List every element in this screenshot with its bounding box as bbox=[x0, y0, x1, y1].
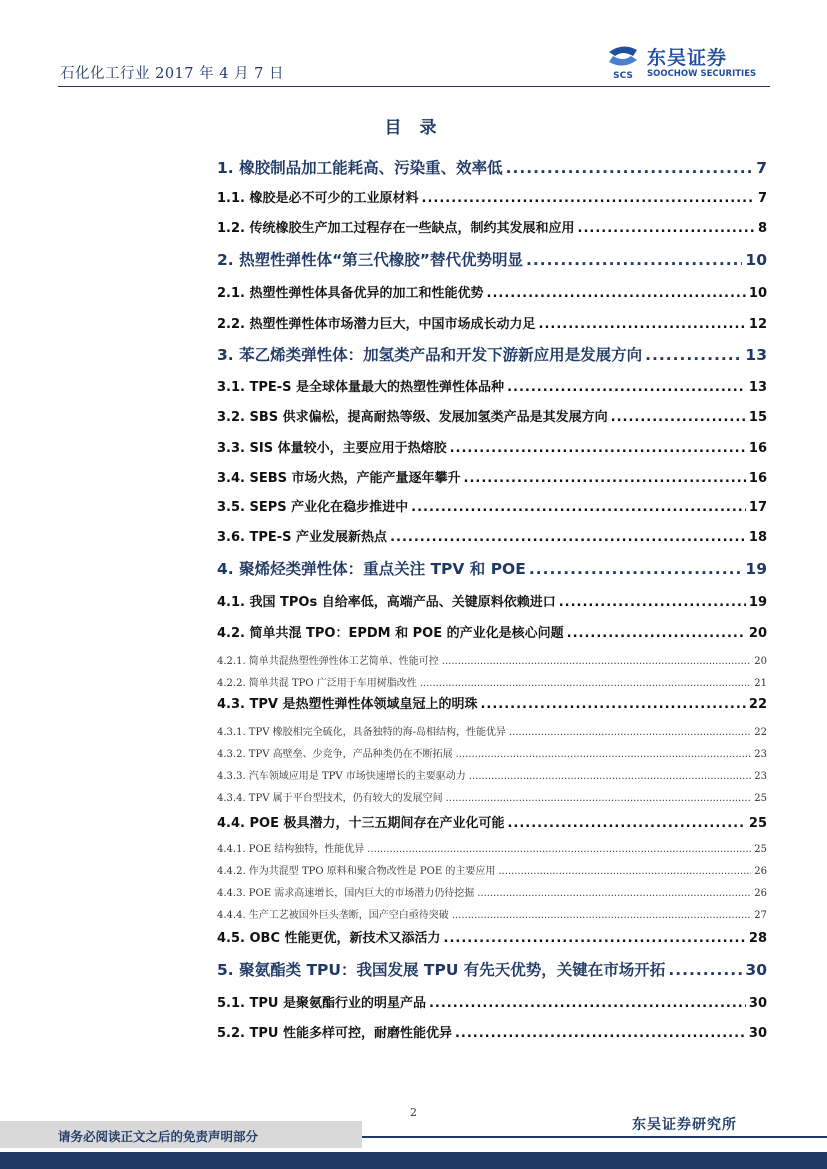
toc-entry-label: 3.3. SIS 体量较小，主要应用于热熔胶 bbox=[217, 441, 447, 456]
toc-entry-level-3[interactable] bbox=[217, 767, 767, 782]
toc-dot-leader bbox=[469, 771, 751, 782]
toc-entry-label: 3.5. SEPS 产业化在稳步推进中 bbox=[217, 500, 409, 515]
toc-entry-label: 4.4.3. POE 需求高速增长，国内巨大的市场潜力仍待挖掘 bbox=[217, 888, 475, 899]
toc-entry-label: 4.3.1. TPV 橡胶相完全硫化，具备独特的海-岛相结构，性能优异 bbox=[217, 727, 506, 738]
toc-entry-level-3[interactable] bbox=[217, 884, 767, 899]
footer-divider bbox=[362, 1136, 827, 1138]
toc-dot-leader bbox=[411, 500, 746, 515]
toc-entry-page-number: 23 bbox=[754, 771, 767, 782]
report-header: 石化化工行业 2017 年 4 月 7 日 bbox=[60, 66, 285, 82]
toc-dot-leader bbox=[390, 530, 746, 545]
toc-entry-page-number: 18 bbox=[748, 530, 767, 545]
toc-entry-label: 4.4.1. POE 结构独特，性能优异 bbox=[217, 844, 365, 855]
toc-entry-page-number: 25 bbox=[754, 793, 767, 804]
toc-entry-level-2[interactable] bbox=[217, 217, 767, 236]
toc-entry-level-2[interactable] bbox=[217, 406, 767, 425]
toc-entry-level-1[interactable] bbox=[217, 557, 767, 579]
toc-entry-level-1[interactable] bbox=[217, 958, 767, 980]
toc-dot-leader bbox=[452, 910, 751, 921]
toc-dot-leader bbox=[450, 441, 746, 456]
toc-entry-page-number: 13 bbox=[745, 346, 767, 364]
toc-entry-page-number: 30 bbox=[745, 961, 767, 979]
svg-text:SCS: SCS bbox=[613, 71, 633, 81]
toc-entry-level-2[interactable] bbox=[217, 187, 767, 206]
toc-entry-label: 4.3. TPV 是热塑性弹性体领域皇冠上的明珠 bbox=[217, 697, 478, 712]
toc-entry-page-number: 30 bbox=[748, 996, 767, 1011]
toc-dot-leader bbox=[578, 221, 755, 236]
toc-entry-page-number: 19 bbox=[748, 595, 767, 610]
toc-entry-page-number: 10 bbox=[748, 286, 767, 301]
footer-disclaimer: 请务必阅读正文之后的免责声明部分 bbox=[58, 1129, 259, 1144]
toc-entry-label: 4.5. OBC 性能更优，新技术又添活力 bbox=[217, 931, 441, 946]
footer-bar bbox=[0, 1152, 827, 1169]
toc-entry-level-1[interactable] bbox=[217, 156, 767, 178]
toc-entry-level-2[interactable] bbox=[217, 812, 767, 831]
toc-entry-level-3[interactable] bbox=[217, 652, 767, 667]
toc-dot-leader bbox=[446, 793, 752, 804]
toc-dot-leader bbox=[507, 816, 745, 831]
toc-dot-leader bbox=[487, 286, 746, 301]
toc-entry-label: 1. 橡胶制品加工能耗高、污染重、效率低 bbox=[217, 159, 503, 177]
page-number: 2 bbox=[410, 1106, 417, 1119]
toc-entry-label: 4.2. 简单共混 TPO：EPDM 和 POE 的产业化是核心问题 bbox=[217, 626, 564, 641]
toc-entry-label: 3.1. TPE-S 是全球体量最大的热塑性弹性体品种 bbox=[217, 380, 505, 395]
toc-entry-label: 5.2. TPU 性能多样可控，耐磨性能优异 bbox=[217, 1026, 452, 1041]
toc-entry-level-1[interactable] bbox=[217, 343, 767, 365]
toc-entry-level-2[interactable] bbox=[217, 437, 767, 456]
toc-dot-leader bbox=[420, 678, 752, 689]
toc-dot-leader bbox=[480, 697, 745, 712]
toc-entry-label: 4.4. POE 极具潜力，十三五期间存在产业化可能 bbox=[217, 816, 505, 831]
toc-entry-label: 4.1. 我国 TPOs 自给率低，高端产品、关键原料依赖进口 bbox=[217, 595, 556, 610]
toc-dot-leader bbox=[507, 380, 746, 395]
logo-chinese-name: 东吴证券 bbox=[647, 47, 728, 69]
toc-dot-leader bbox=[498, 866, 751, 877]
toc-entry-page-number: 16 bbox=[748, 441, 767, 456]
header-divider bbox=[58, 86, 770, 87]
toc-entry-label: 4.4.4. 生产工艺被国外巨头垄断，国产空白亟待突破 bbox=[217, 910, 449, 921]
toc-dot-leader bbox=[559, 595, 746, 610]
toc-entry-level-3[interactable] bbox=[217, 840, 767, 855]
toc-entry-page-number: 15 bbox=[748, 410, 767, 425]
toc-entry-label: 5. 聚氨酯类 TPU：我国发展 TPU 有先天优势，关键在市场开拓 bbox=[217, 961, 666, 979]
toc-entry-page-number: 23 bbox=[754, 749, 767, 760]
toc-entry-label: 2. 热塑性弹性体“第三代橡胶”替代优势明显 bbox=[217, 251, 523, 269]
toc-entry-level-3[interactable] bbox=[217, 862, 767, 877]
toc-entry-label: 4. 聚烯烃类弹性体：重点关注 TPV 和 POE bbox=[217, 560, 526, 578]
toc-dot-leader bbox=[444, 931, 746, 946]
toc-entry-level-2[interactable] bbox=[217, 282, 767, 301]
toc-entry-page-number: 7 bbox=[756, 159, 767, 177]
toc-entry-page-number: 19 bbox=[745, 560, 767, 578]
toc-entry-page-number: 30 bbox=[748, 1026, 767, 1041]
toc-entry-level-3[interactable] bbox=[217, 674, 767, 689]
toc-dot-leader bbox=[464, 471, 746, 486]
toc-dot-leader bbox=[455, 1026, 746, 1041]
toc-entry-label: 4.4.2. 作为共混型 TPO 原料和聚合物改性是 POE 的主要应用 bbox=[217, 866, 496, 877]
toc-dot-leader bbox=[429, 996, 746, 1011]
toc-entry-level-2[interactable] bbox=[217, 693, 767, 712]
toc-entry-page-number: 7 bbox=[757, 191, 767, 206]
toc-entry-page-number: 8 bbox=[757, 221, 767, 236]
toc-dot-leader bbox=[668, 961, 742, 979]
logo-english-name: SOOCHOW SECURITIES bbox=[647, 69, 757, 79]
toc-entry-label: 1.1. 橡胶是必不可少的工业原材料 bbox=[217, 191, 419, 206]
toc-entry-label: 2.1. 热塑性弹性体具备优异的加工和性能优势 bbox=[217, 286, 484, 301]
toc-entry-level-2[interactable] bbox=[217, 927, 767, 946]
toc-entry-label: 4.3.4. TPV 属于平台型技术，仍有较大的发展空间 bbox=[217, 793, 443, 804]
toc-entry-page-number: 21 bbox=[754, 678, 767, 689]
toc-dot-leader bbox=[645, 346, 742, 364]
toc-entry-label: 3.4. SEBS 市场火热，产能产量逐年攀升 bbox=[217, 471, 461, 486]
toc-entry-label: 2.2. 热塑性弹性体市场潜力巨大，中国市场成长动力足 bbox=[217, 317, 536, 332]
toc-entry-page-number: 27 bbox=[754, 910, 767, 921]
toc-entry-level-2[interactable] bbox=[217, 376, 767, 395]
toc-entry-level-3[interactable] bbox=[217, 906, 767, 921]
toc-dot-leader bbox=[456, 749, 752, 760]
toc-entry-level-2[interactable] bbox=[217, 313, 767, 332]
toc-entry-page-number: 13 bbox=[748, 380, 767, 395]
toc-entry-level-3[interactable] bbox=[217, 745, 767, 760]
toc-entry-label: 3. 苯乙烯类弹性体：加氢类产品和开发下游新应用是发展方向 bbox=[217, 346, 643, 364]
toc-entry-level-2[interactable] bbox=[217, 496, 767, 515]
toc-entry-page-number: 10 bbox=[745, 251, 767, 269]
toc-entry-page-number: 16 bbox=[748, 471, 767, 486]
toc-dot-leader bbox=[506, 159, 754, 177]
footer-institute: 东吴证券研究所 bbox=[632, 1117, 737, 1133]
toc-entry-level-3[interactable] bbox=[217, 723, 767, 738]
toc-dot-leader bbox=[611, 410, 746, 425]
company-logo bbox=[603, 42, 773, 84]
toc-dot-leader bbox=[422, 191, 755, 206]
toc-entry-label: 4.3.2. TPV 高壁垒、少竞争，产品种类仍在不断拓展 bbox=[217, 749, 453, 760]
logo-mark-icon bbox=[603, 42, 643, 82]
toc-entry-page-number: 20 bbox=[748, 626, 767, 641]
toc-entry-label: 3.6. TPE-S 产业发展新热点 bbox=[217, 530, 388, 545]
toc-entry-level-1[interactable] bbox=[217, 248, 767, 270]
toc-entry-page-number: 28 bbox=[748, 931, 767, 946]
toc-dot-leader bbox=[529, 560, 743, 578]
toc-entry-page-number: 22 bbox=[748, 697, 767, 712]
toc-entry-label: 5.1. TPU 是聚氨酯行业的明星产品 bbox=[217, 996, 426, 1011]
toc-entry-page-number: 25 bbox=[748, 816, 767, 831]
toc-entry-level-2[interactable] bbox=[217, 622, 767, 641]
toc-dot-leader bbox=[567, 626, 746, 641]
toc-entry-page-number: 26 bbox=[754, 888, 767, 899]
toc-dot-leader bbox=[442, 656, 751, 667]
toc-entry-page-number: 26 bbox=[754, 866, 767, 877]
toc-entry-page-number: 17 bbox=[748, 500, 767, 515]
toc-entry-level-2[interactable] bbox=[217, 1022, 767, 1041]
toc-entry-page-number: 12 bbox=[748, 317, 767, 332]
toc-dot-leader bbox=[509, 727, 751, 738]
toc-entry-page-number: 25 bbox=[754, 844, 767, 855]
toc-dot-leader bbox=[367, 844, 751, 855]
toc-entry-label: 1.2. 传统橡胶生产加工过程存在一些缺点，制约其发展和应用 bbox=[217, 221, 575, 236]
toc-entry-level-2[interactable] bbox=[217, 526, 767, 545]
toc-entry-page-number: 22 bbox=[754, 727, 767, 738]
toc-entry-page-number: 20 bbox=[754, 656, 767, 667]
toc-entry-label: 4.2.2. 简单共混 TPO 广泛用于车用树脂改性 bbox=[217, 678, 417, 689]
toc-entry-label: 3.2. SBS 供求偏松，提高耐热等级、发展加氢类产品是其发展方向 bbox=[217, 410, 608, 425]
toc-entry-level-3[interactable] bbox=[217, 789, 767, 804]
toc-dot-leader bbox=[539, 317, 746, 332]
toc-title: 目 录 bbox=[384, 118, 443, 138]
toc-dot-leader bbox=[526, 251, 742, 269]
toc-entry-level-2[interactable] bbox=[217, 992, 767, 1011]
toc-dot-leader bbox=[477, 888, 751, 899]
toc-entry-level-2[interactable] bbox=[217, 591, 767, 610]
toc-entry-level-2[interactable] bbox=[217, 467, 767, 486]
toc-entry-label: 4.2.1. 简单共混热塑性弹性体工艺简单、性能可控 bbox=[217, 656, 439, 667]
toc-entry-label: 4.3.3. 汽车领域应用是 TPV 市场快速增长的主要驱动力 bbox=[217, 771, 466, 782]
